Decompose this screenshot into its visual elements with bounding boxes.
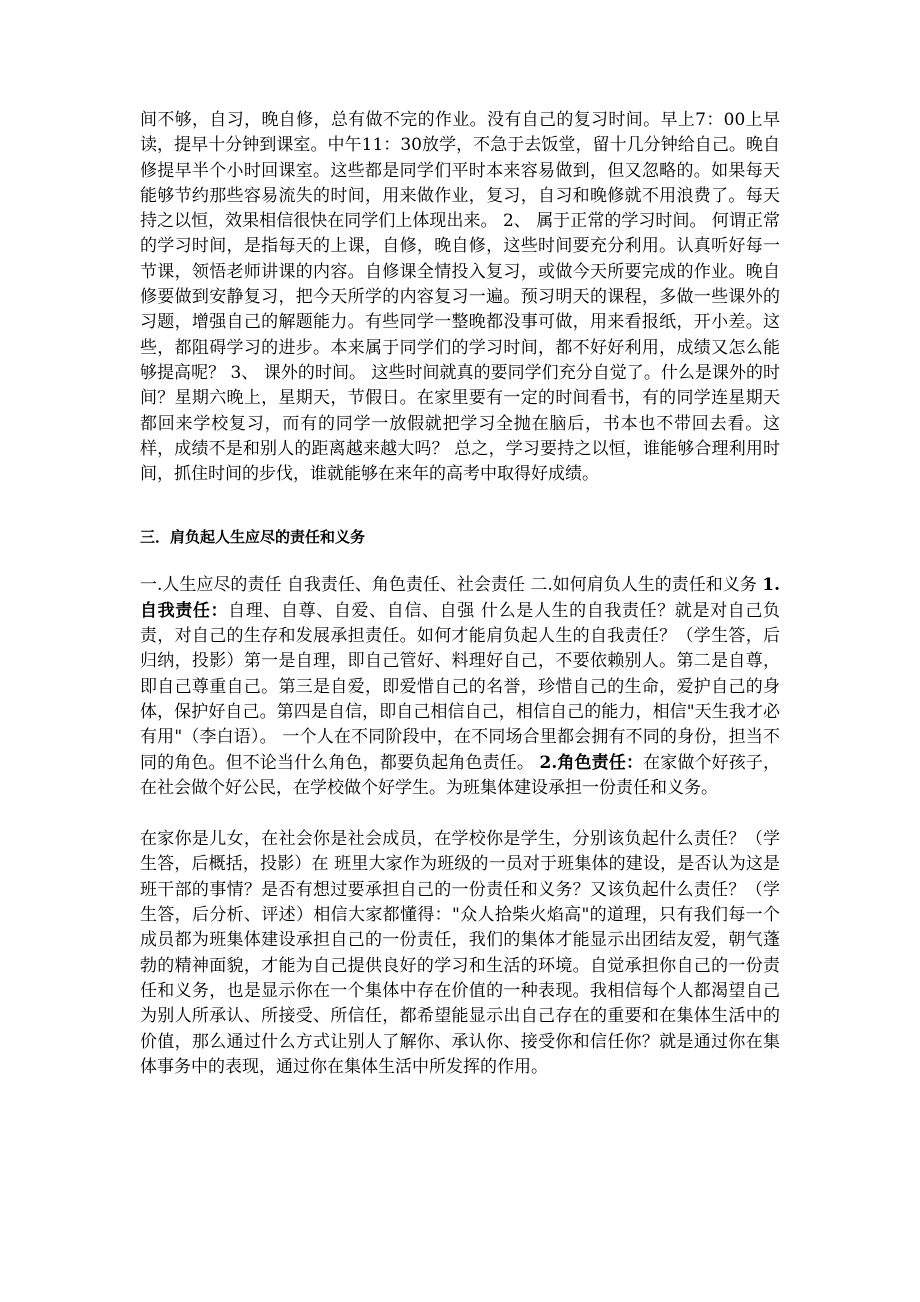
paragraph-text: 一.人生应尽的责任 自我责任、角色责任、社会责任 二.如何肩负人生的责任和义务 bbox=[140, 575, 763, 596]
paragraph-study-time: 间不够，自习，晚自修，总有做不完的作业。没有自己的复习时间。早上7：00上早读，提早十分钟到课室。中午11：30放学，不急于去饭堂，留十几分钟给自己。晚自修提早半个小时回课室。这些都是同学们平时本来容易做到，但又忽略的。如果每天能够节约那些容易流失的时间，用来做作业，复习，自习和晚修就不用浪费了。每天持之以恒，效果相信很快在同学们上体现出来。 2、 属于正常的学习时间。 何谓正常的学习时间，是指每天的上课，自修，晚自修，这些时间要充分利用。认真听好每一节课，领悟老师讲课的内容。自修课全情投入复习，或做今天所要完成的作业。晚自修要做到安静复习，把今天所学的内容复习一遍。预习明天的课程，多做一些课外的习题，增强自己的解题能力。有些同学一整晚都没事可做，用来看报纸，开小差。这些，都阻碍学习的进步。本来属于同学们的学习时间，都不好好利用，成绩又怎么能够提高呢？ 3、 课外的时间。 这些时间就真的要同学们充分自觉了。什么是课外的时间？星期六晚上，星期天，节假日。在家里要有一定的时间看书，有的同学连星期天都回来学校复习，而有的同学一放假就把学习全抛在脑后，书本也不带回去看。这样，成绩不是和别人的距离越来越大吗？ 总之，学习要持之以恒，谁能够合理利用时间，抓住时间的步伐，谁就能够在来年的高考中取得好成绩。 bbox=[140, 110, 780, 485]
bold-label-self-responsibility: 1.自我责任： bbox=[140, 575, 780, 621]
document-page bbox=[140, 108, 780, 1080]
paragraph-text: 自理、自尊、自爱、自信、自强 什么是人生的自我责任？就是对自己负责，对自己的生存和发展承担责任。如何才能肩负起人生的自我责任？（学生答，后归纳，投影）第一是自理，即自己管好、料理好自己，不要依赖别人。第二是自尊，即自己尊重自己。第三是自爱，即爱惜自己的名誉，珍惜自己的生命，爱护自己的身体，保护好自己。第四是自信，即自己相信自己，相信自己的能力，相信"天生我才必有用"（李白语）。 一个人在不同阶段中，在不同场合里都会拥有不同的身份，担当不同的角色。但不论当什么角色，都要负起角色责任。 bbox=[140, 600, 780, 773]
bold-label-role-responsibility: 2.角色责任： bbox=[539, 752, 644, 773]
paragraph-gap bbox=[140, 801, 780, 827]
paragraph-text: 在家做个好孩子，在社会做个好公民，在学校做个好学生。为班集体建设承担一份责任和义务。 bbox=[140, 752, 781, 798]
paragraph-collective: 在家你是儿女，在社会你是社会成员，在学校你是学生，分别该负起什么责任？（学生答，后概括，投影）在 班里大家作为班级的一员对于班集体的建设，是否认为这是班干部的事情？是否有想过要承担自己的一份责任和义务？又该负起什么责任？（学生答，后分析、评述）相信大家都懂得："众人拾柴火焰高"的道理，只有我们每一个成员都为班集体建设承担自己的一份责任，我们的集体才能显示出团结友爱，朝气蓬勃的精神面貌，才能为自己提供良好的学习和生活的环境。自觉承担你自己的一份责任和义务，也是显示你在一个集体中存在价值的一种表现。我相信每个人都渴望自己为别人所承认、所接受、所信任，都希望能显示出自己存在的重要和在集体生活中的价值，那么通过什么方式让别人了解你、承认你、接受你和信任你？就是通过你在集体事务中的表现，通过你在集体生活中所发挥的作用。 bbox=[140, 829, 780, 1077]
section-heading: 三．肩负起人生应尽的责任和义务 bbox=[140, 528, 366, 547]
paragraph-responsibility bbox=[140, 573, 780, 801]
paragraph-gap bbox=[140, 487, 780, 513]
